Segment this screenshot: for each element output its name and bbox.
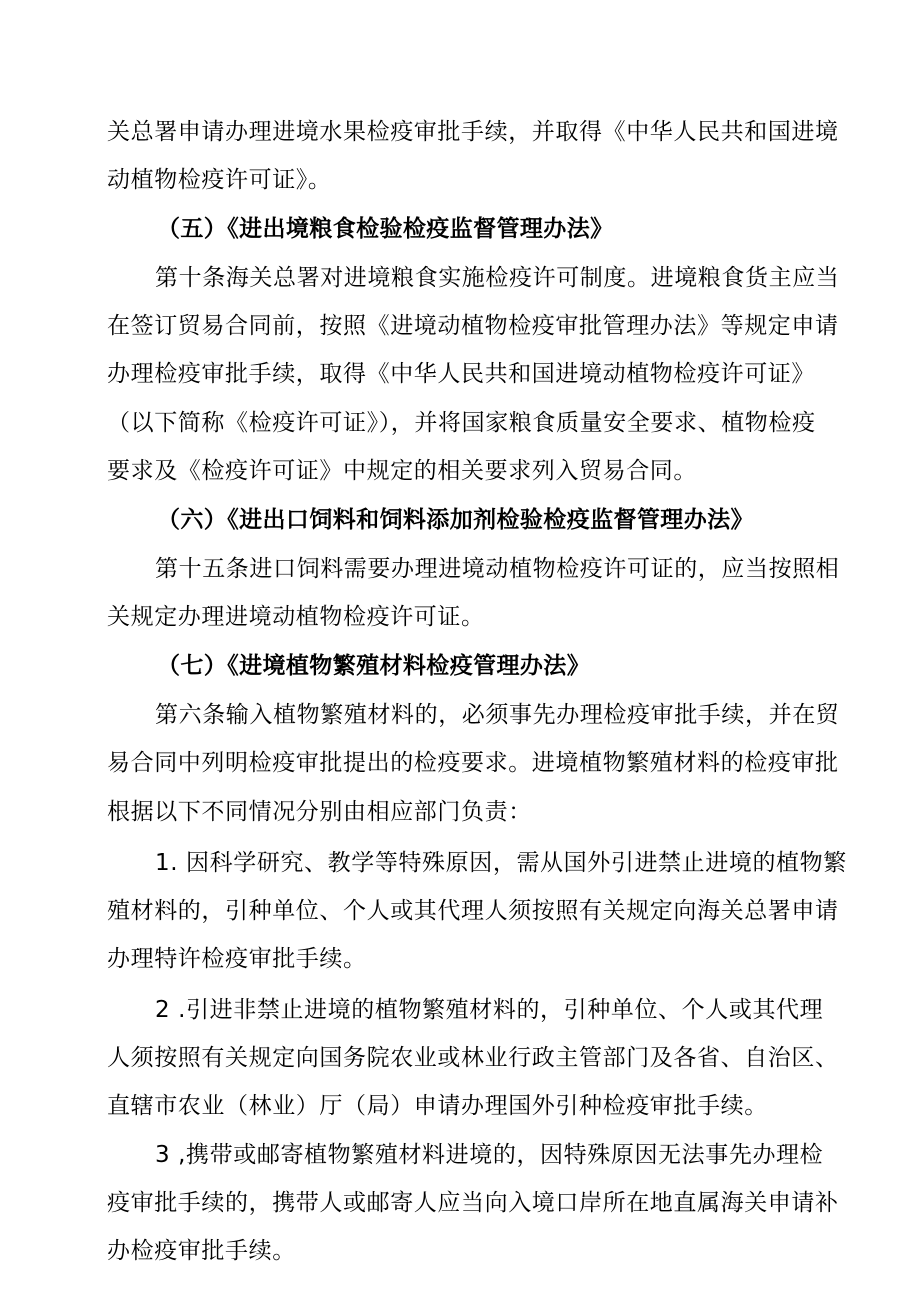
text-line: 人须按照有关规定向国务院农业或林业行政主管部门及各省、自治区、 <box>107 1045 839 1071</box>
text-line: 第十条海关总署对进境粮食实施检疫许可制度。进境粮食货主应当 <box>155 265 840 291</box>
section-heading-7: （七）《进境植物繁殖材料检疫管理办法》 <box>157 653 591 679</box>
text-line: 要求及《检疫许可证》中规定的相关要求列入贸易合同。 <box>107 458 697 484</box>
list-item-3: 3 ,携带或邮寄植物繁殖材料进境的，因特殊原因无法事先办理检 <box>155 1142 824 1168</box>
section-heading-5: （五）《进出境粮食检验检疫监督管理办法》 <box>157 216 614 242</box>
text-line: 动植物检疫许可证》。 <box>107 167 332 193</box>
text-line: 办理特许检疫审批手续。 <box>107 946 367 972</box>
text-line: 殖材料的，引种单位、个人或其代理人须按照有关规定向海关总署申请 <box>107 898 839 924</box>
text-line: 疫审批手续的，携带人或邮寄人应当向入境口岸所在地直属海关申请补 <box>107 1190 839 1216</box>
text-line: 办检疫审批手续。 <box>107 1238 296 1264</box>
text-line: 办理检疫审批手续，取得《中华人民共和国进境动植物检疫许可证》 <box>107 361 815 387</box>
text-line: 第十五条进口饲料需要办理进境动植物检疫许可证的，应当按照相 <box>155 556 840 582</box>
text-line: 根据以下不同情况分别由相应部门负责： <box>107 799 532 825</box>
text-line: 易合同中列明检疫审批提出的检疫要求。进境植物繁殖材料的检疫审批 <box>107 750 839 776</box>
text-line: 关规定办理进境动植物检疫许可证。 <box>107 604 485 630</box>
text-line: 关总署申请办理进境水果检疫审批手续，并取得《中华人民共和国进境 <box>107 119 839 145</box>
text-line: 在签订贸易合同前，按照《进境动植物检疫审批管理办法》等规定申请 <box>107 313 839 339</box>
text-line: 直辖市农业（林业）厅（局）申请办理国外引种检疫审批手续。 <box>107 1093 768 1119</box>
section-heading-6: （六）《进出口饲料和饲料添加剂检验检疫监督管理办法》 <box>157 507 754 533</box>
list-item-2: 2 .引进非禁止进境的植物繁殖材料的，引种单位、个人或其代理 <box>155 997 824 1023</box>
list-item-1: 1. 因科学研究、教学等特殊原因，需从国外引进禁止进境的植物繁 <box>155 850 847 876</box>
text-line: 第六条输入植物繁殖材料的，必须事先办理检疫审批手续，并在贸 <box>155 702 840 728</box>
text-line: （以下简称《检疫许可证》），并将国家粮食质量安全要求、植物检疫 <box>107 410 816 436</box>
